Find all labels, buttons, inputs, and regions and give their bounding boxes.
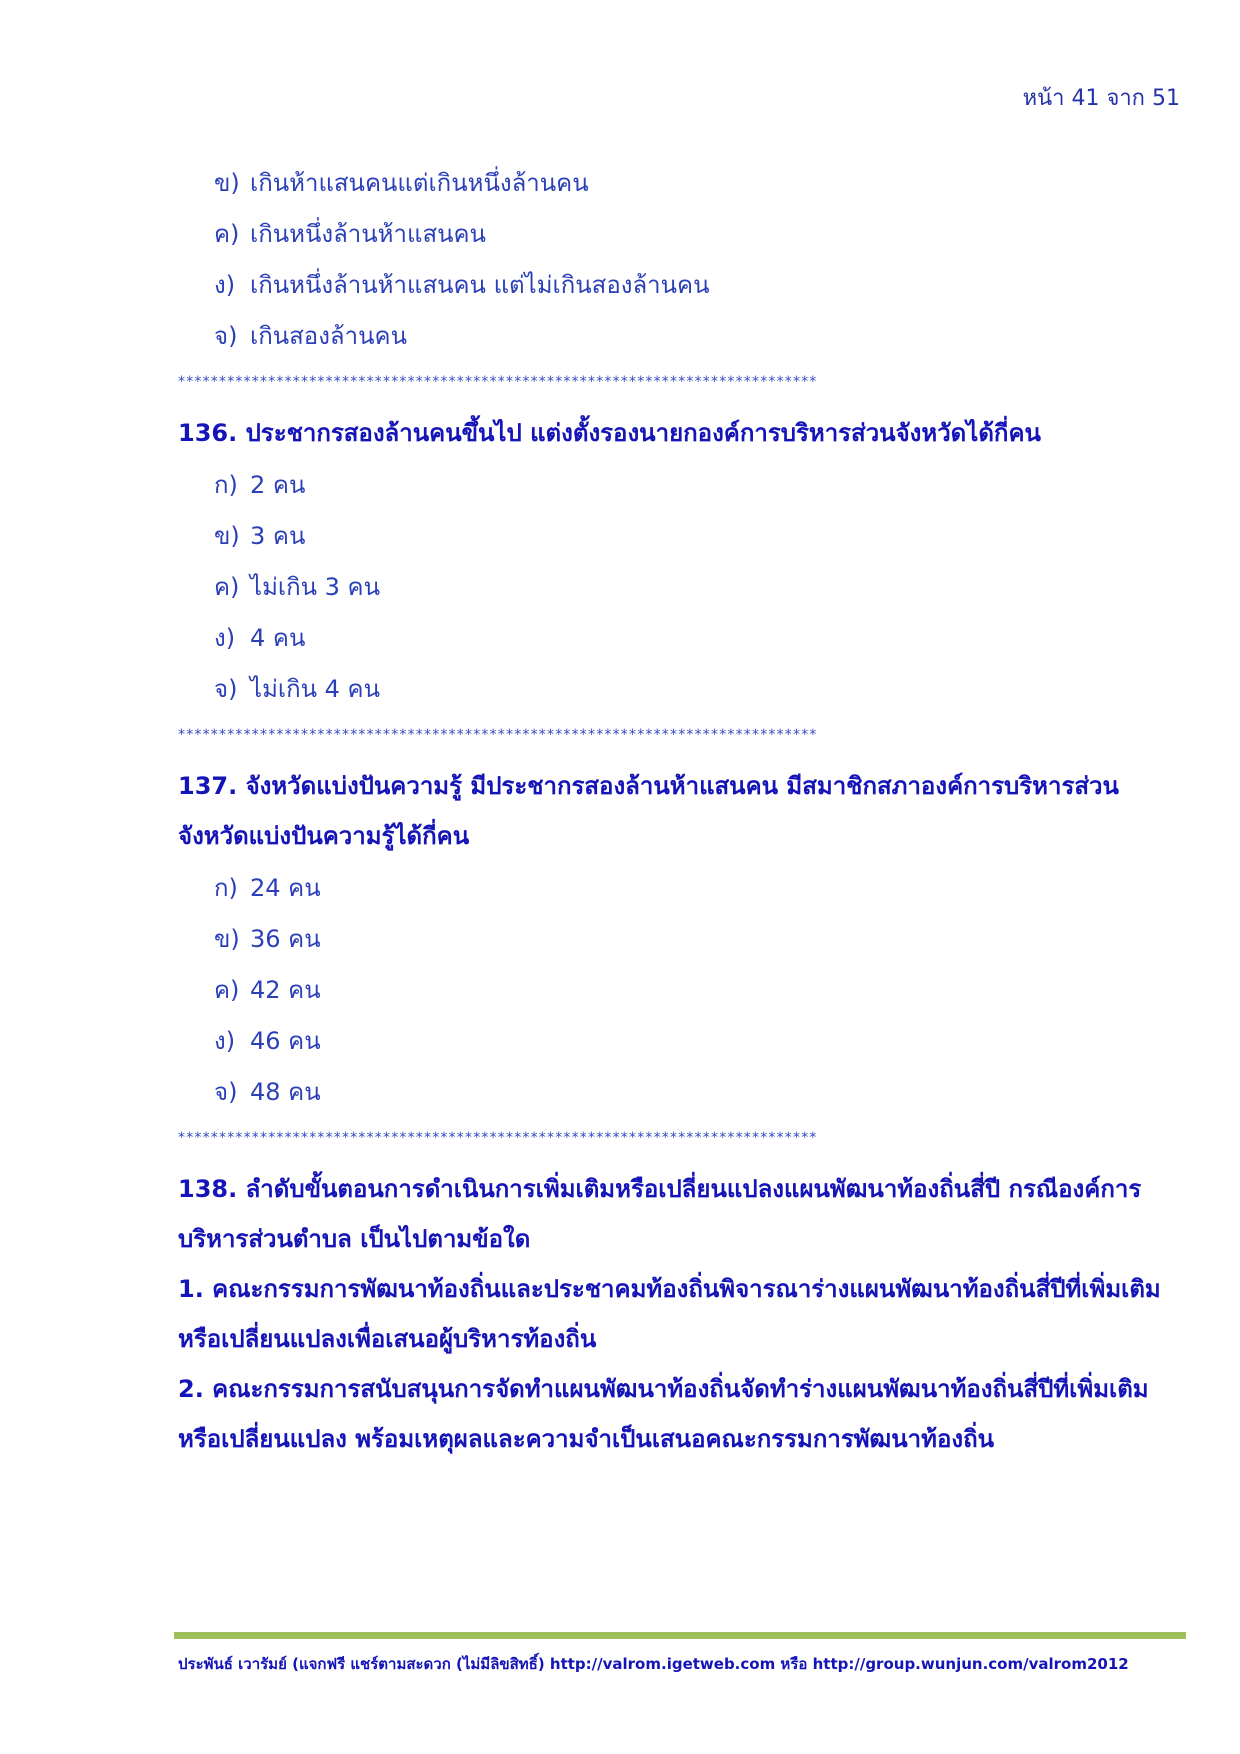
question-137 <box>178 761 1185 863</box>
prev-choice-e: จ) เกินสองล้านคน <box>214 322 407 350</box>
separator-line: ****************************************************************************** <box>178 727 818 743</box>
separator-line: ****************************************************************************** <box>178 374 818 390</box>
prev-choice-c: ค) เกินหนึ่งล้านห้าแสนคน <box>214 220 486 248</box>
q137-choice-a: ก) 24 คน <box>214 874 321 902</box>
q136-choice-a: ก) 2 คน <box>214 471 306 499</box>
prev-choice-d: ง) เกินหนึ่งล้านห้าแสนคน แต่ไม่เกินสองล้านคน <box>214 271 710 299</box>
q137-choice-e: จ) 48 คน <box>214 1078 321 1106</box>
footer-text: ประพันธ์ เวารัมย์ (แจกฟรี แชร์ตามสะดวก (ไม่มีลิขสิทธิ์) http://valrom.igetweb.com หรือ http://group.wunjun.com/valrom2012 <box>178 1655 1129 1673</box>
question-138 <box>178 1164 1185 1466</box>
q137-choice-b: ข) 36 คน <box>214 925 321 953</box>
page-indicator: หน้า 41 จาก 51 <box>1022 86 1180 111</box>
separator-line: ****************************************************************************** <box>178 1130 818 1146</box>
question-137-text: 137. จังหวัดแบ่งปันความรู้ มีประชากรสองล้านห้าแสนคน มีสมาชิกสภาองค์การบริหารส่วนจังหวัดแบ่งปันความรู้ได้กี่คน <box>178 772 1119 850</box>
q136-choice-e: จ) ไม่เกิน 4 คน <box>214 675 381 703</box>
q138-item-1: 1. คณะกรรมการพัฒนาท้องถิ่นและประชาคมท้องถิ่นพิจารณาร่างแผนพัฒนาท้องถิ่นสี่ปีที่เพิ่มเติมหรือเปลี่ยนแปลงเพื่อเสนอผู้บริหารท้องถิ่น <box>178 1275 1161 1353</box>
footer-rule <box>174 1632 1186 1639</box>
question-136-text: 136. ประชากรสองล้านคนขึ้นไป แต่งตั้งรองนายกองค์การบริหารส่วนจังหวัดได้กี่คน <box>178 419 1041 447</box>
question-138-text: 138. ลำดับขั้นตอนการดำเนินการเพิ่มเติมหรือเปลี่ยนแปลงแผนพัฒนาท้องถิ่นสี่ปี กรณีองค์การบริหารส่วนตำบล เป็นไปตามข้อใด <box>178 1175 1142 1253</box>
q137-choice-d: ง) 46 คน <box>214 1027 321 1055</box>
q136-choice-c: ค) ไม่เกิน 3 คน <box>214 573 381 601</box>
q138-item-2: 2. คณะกรรมการสนับสนุนการจัดทำแผนพัฒนาท้องถิ่นจัดทำร่างแผนพัฒนาท้องถิ่นสี่ปีที่เพิ่มเติม หรือเปลี่ยนแปลง พร้อมเหตุผลและความจำเป็นเสนอคณะกรรมการพัฒนาท้องถิ่น <box>178 1375 1149 1453</box>
q136-choice-b: ข) 3 คน <box>214 522 306 550</box>
q137-choice-c: ค) 42 คน <box>214 976 321 1004</box>
question-136 <box>178 408 1185 460</box>
q136-choice-d: ง) 4 คน <box>214 624 306 652</box>
prev-choice-b: ข) เกินห้าแสนคนแต่เกินหนึ่งล้านคน <box>214 169 589 197</box>
document-body <box>178 158 1185 1466</box>
